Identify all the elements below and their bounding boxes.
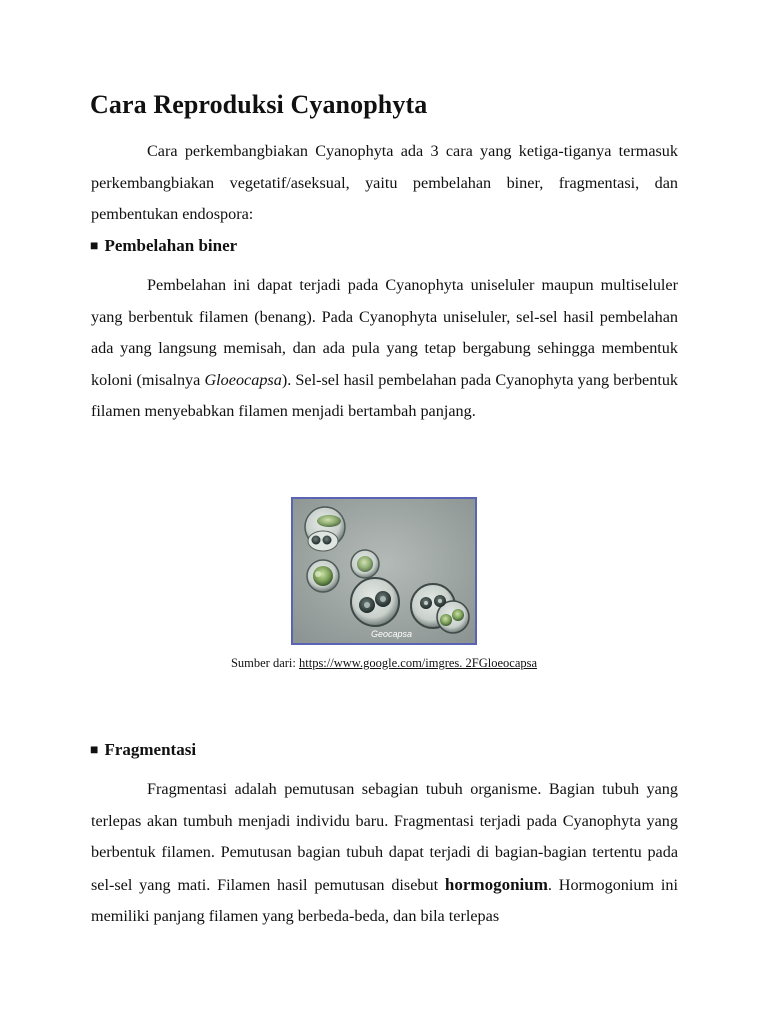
intro-paragraph: Cara perkembangbiakan Cyanophyta ada 3 cara yang ketiga-tiganya termasuk perkembangbiakan vegetatif/aseksual, yaitu pembelahan biner, fragmentasi, dan pembentukan endospora: [91,142,678,223]
caption-prefix: Sumber dari: [230,656,299,670]
key-term: hormogonium [444,874,548,894]
section-heading-label: Fragmentasi [104,740,197,759]
bullet-square-icon: ■ [90,239,99,254]
gloeocapsa-micrograph [291,497,477,645]
page-title: Cara Reproduksi Cyanophyta [90,90,428,119]
section-heading-binary-fission [90,236,237,256]
section-heading-fragmentation [90,740,196,760]
figure-label: Geocapsa [371,629,413,639]
cell-colony [351,578,399,626]
cell-colony [351,550,379,578]
paragraph-text: . Hormogonium ini memiliki panjang filamen yang berbeda-beda, dan bila terlepas [91,875,678,925]
fragmentation-paragraph [91,774,678,933]
binary-fission-paragraph [91,270,678,428]
cell-colony [307,560,339,592]
paragraph-text: Fragmentasi adalah pemutusan sebagian tubuh organisme. Bagian tubuh yang terlepas akan tumbuh menjadi individu baru. Fragmentasi terjadi pada Cyanophyta yang berbentuk filamen. Pemutusan bagian tubuh dapat terjadi di bagian-bagian tertentu pada sel-sel yang mati. Filamen hasil pemutusan disebut [91,780,678,894]
paragraph-text: Pembelahan ini dapat terjadi pada Cyanophyta uniseluler maupun multiseluler yang berbentuk filamen (benang). Pada Cyanophyta uniseluler, sel-sel hasil pembelahan ada yang langsung memisah, dan ada pula yang tetap bergabung sehingga membentuk koloni (misalnya [91,276,678,389]
section-heading-label: Pembelahan biner [104,236,238,255]
species-name: Gloeocapsa [204,370,282,389]
caption-source-link[interactable]: https://www.google.com/imgres. 2FGloeocapsa [299,656,538,670]
bullet-square-icon: ■ [90,743,99,758]
figure-caption [0,656,768,671]
paragraph-text: ). Sel-sel hasil pembelahan pada Cyanophyta yang berbentuk filamen menyebabkan filamen menjadi bertambah panjang. [91,370,679,420]
